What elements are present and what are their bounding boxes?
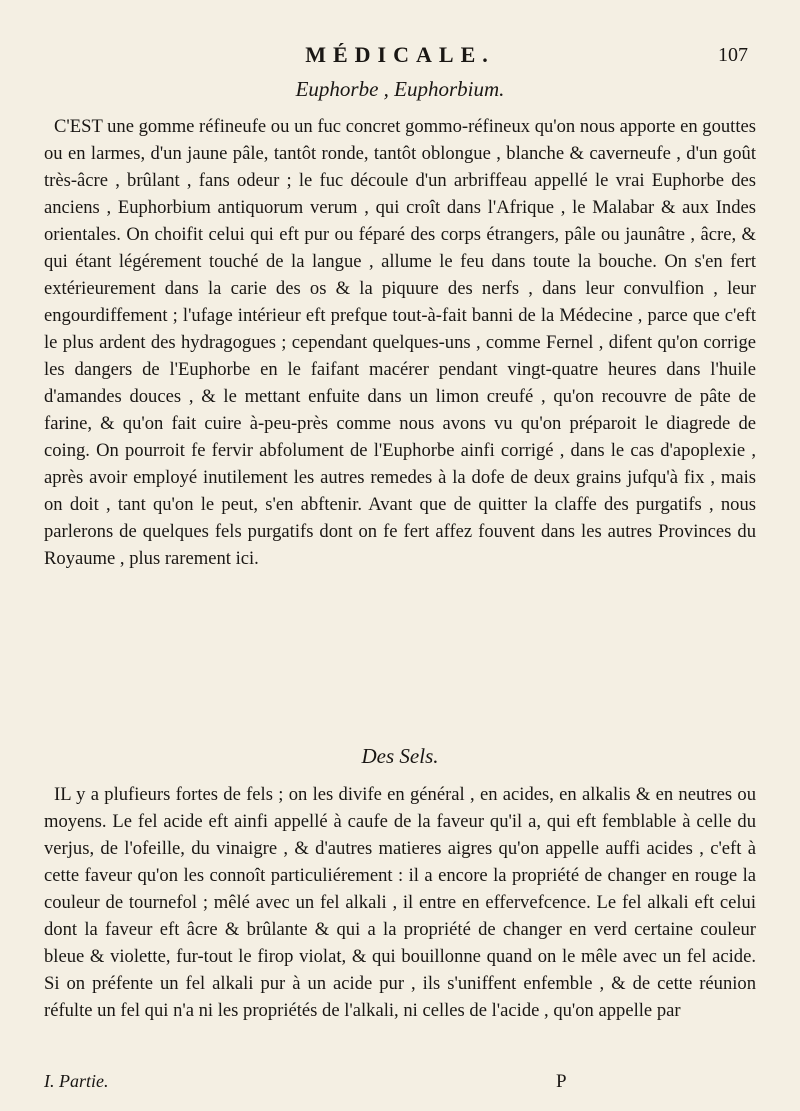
paragraph-sels: IL y a plufieurs fortes de fels ; on les divife en général , en acides, en alkalis & en neutres ou moyens. Le fel acide eft ainfi appellé à caufe de la faveur qu'il a, qui eft femblable à celle du verjus, de l'ofeille, du vinaigre , & d'autres matieres aigres qu'on appelle auffi acides , c'eft à cette faveur qu'on les connoît particuliérement : il a encore la propriété de changer en rouge la couleur de tournefol ; mêlé avec un fel alkali , il entre en effervefcence. Le fel alkali eft celui dont la faveur eft âcre & brûlante & qui a la propriété de changer en verd certaine couleur bleue & violette, fur-tout le firop violat, & qui bouillonne quand on le mêle avec un fel acide. Si on préfente un fel alkali pur à un acide pur , ils s'uniffent enfemble , & de cette réunion réfulte un fel qui n'a ni les propriétés de l'alkali, ni celles de l'acide , qu'on appelle par xyxy=(44,784,756,1021)
paragraph-euphorbe: C'EST une gomme réfineufe ou un fuc concret gommo-réfineux qu'on nous apporte en gouttes ou en larmes, d'un jaune pâle, tantôt ronde, tantôt oblongue , blanche & caverneufe , d'un goût très-âcre , brûlant , fans odeur ; le fuc découle d'un arbriffeau appellé le vrai Euphorbe des anciens , Euphorbium antiquorum verum , qui croît dans l'Afrique , le Malabar & aux Indes orientales. On choifit celui qui eft pur ou féparé des corps étrangers, pâle ou jaunâtre , âcre, & qui étant légérement touché de la langue , allume le feu dans toute la bouche. On s'en fert extérieurement dans la carie des os & la piquure des nerfs , dans leur convulfion , leur engourdiffement ; l'ufage intérieur eft prefque tout-à-fait banni de la Médecine , parce que c'eft le plus ardent des hydragogues ; cependant quelques-uns , comme Fernel , difent qu'on corrige les dangers de l'Euphorbe en le faifant macérer pendant vingt-quatre heures dans l'huile d'amandes douces , & le mettant enfuite dans un limon creufé , qu'on recouvre de pâte de farine, & qu'on fait cuire à-peu-près comme nous avons vu qu'on préparoit le diagrede de coing. On pourroit fe fervir abfolument de l'Euphorbe ainfi corrigé , dans le cas d'apoplexie , après avoir employé inutilement les autres remedes à la dofe de deux grains jufqu'à fix , mais on doit , tant qu'on le peut, s'en abftenir. Avant que de quitter la claffe des purgatifs , nous parlerons de quelques fels purgatifs dont on fe fert affez fouvent dans les autres Provinces du Royaume , plus rarement ici. xyxy=(44,116,756,569)
section-heading-euphorbe: Euphorbe , Euphorbium. xyxy=(295,77,505,101)
running-title: MÉDICALE. xyxy=(305,42,495,67)
part-label: I. Partie. xyxy=(44,1071,109,1091)
signature-mark: P xyxy=(556,1071,567,1092)
book-page xyxy=(44,0,756,1111)
page-number: 107 xyxy=(718,44,748,66)
section-heading-sels: Des Sels. xyxy=(361,744,439,768)
running-head xyxy=(44,42,756,72)
page-footer xyxy=(44,1071,756,1097)
